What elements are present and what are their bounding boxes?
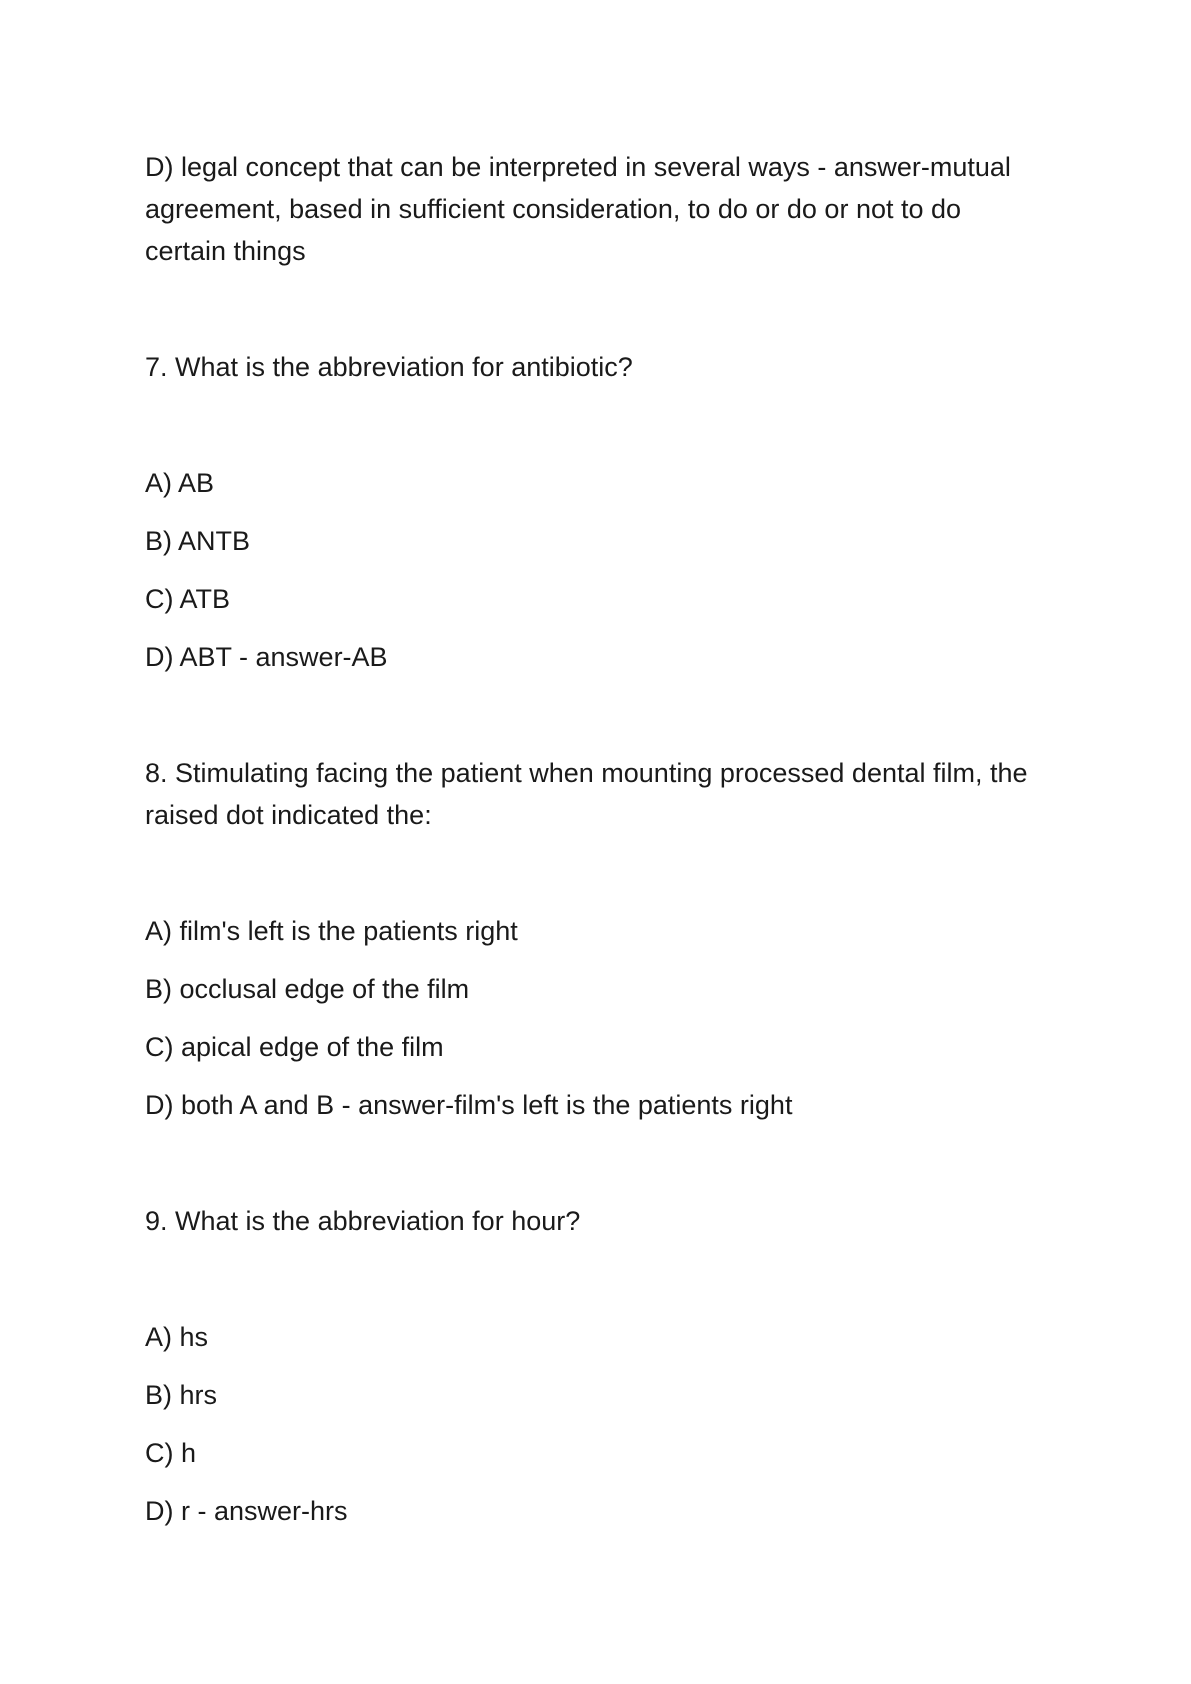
- question-9-option-a: A) hs: [145, 1322, 209, 1352]
- question-8: 8. Stimulating facing the patient when mounting processed dental film, the raised dot indicated the:: [145, 758, 1028, 830]
- question-8-option-d-answer: D) both A and B - answer-film's left is the patients right: [145, 1090, 793, 1120]
- question-7-option-b: B) ANTB: [145, 526, 251, 556]
- question-7-option-c: C) ATB: [145, 584, 231, 614]
- question-9-option-c: C) h: [145, 1438, 197, 1468]
- question-7: 7. What is the abbreviation for antibiotic?: [145, 352, 633, 382]
- question-8-option-a: A) film's left is the patients right: [145, 916, 518, 946]
- previous-answer-text: D) legal concept that can be interpreted in several ways - answer-mutual agreement, based in sufficient consideration, to do or do or not to do certain things: [145, 152, 1011, 266]
- question-7-option-a: A) AB: [145, 468, 215, 498]
- question-9-option-d-answer: D) r - answer-hrs: [145, 1496, 348, 1526]
- document-content: [145, 146, 1045, 1532]
- question-8-option-c: C) apical edge of the film: [145, 1032, 444, 1062]
- question-8-option-b: B) occlusal edge of the film: [145, 974, 470, 1004]
- question-9: 9. What is the abbreviation for hour?: [145, 1206, 581, 1236]
- question-9-option-b: B) hrs: [145, 1380, 218, 1410]
- question-7-option-d-answer: D) ABT - answer-AB: [145, 642, 388, 672]
